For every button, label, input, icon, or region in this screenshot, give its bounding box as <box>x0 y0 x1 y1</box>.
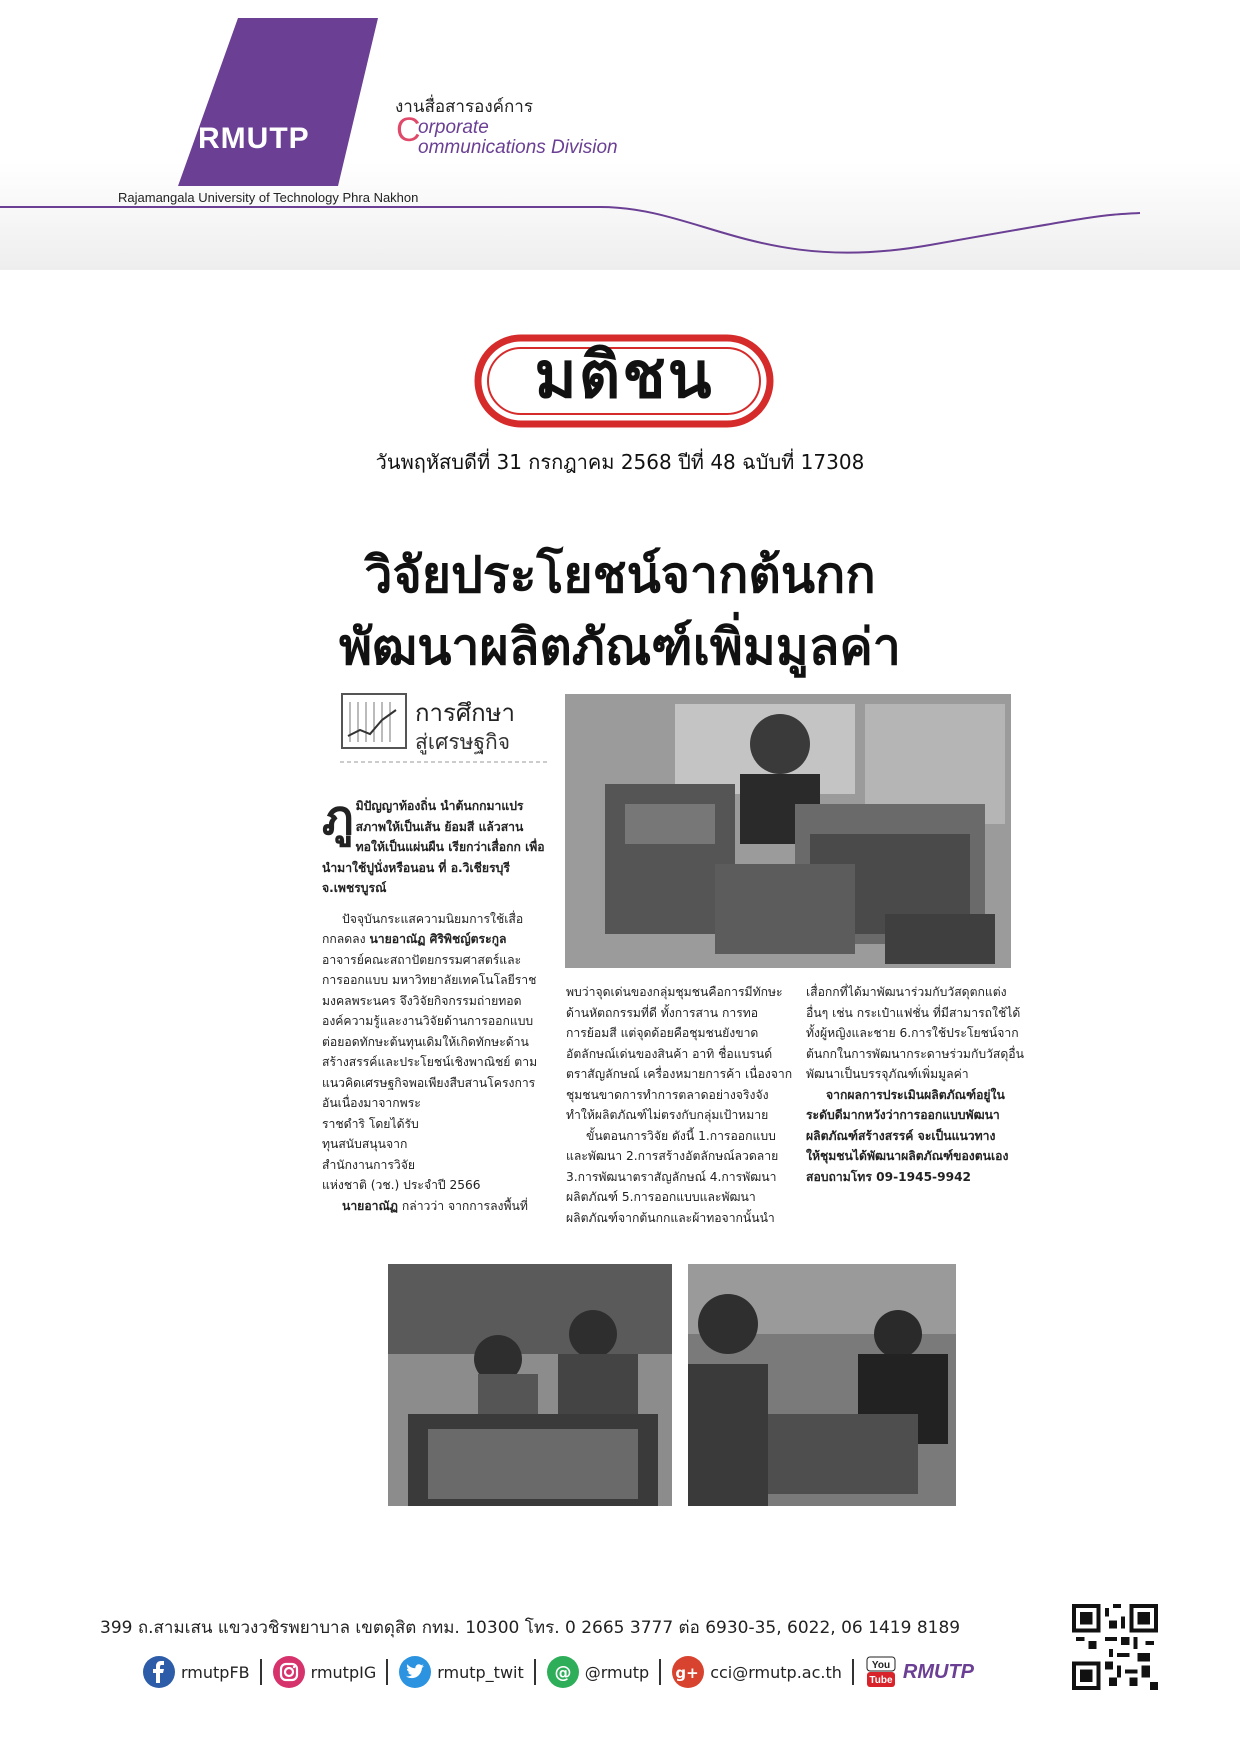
rmutp-logo-text: RMUTP <box>198 122 310 155</box>
headline-line-1: วิจัยประโยชน์จากต้นกก <box>364 546 876 604</box>
body-text: กกลดลง <box>322 932 366 946</box>
body-line: เสื่อกกที่ได้มาพัฒนาร่วมกับวัสดุตกแต่ง <box>806 985 1007 999</box>
body-line: ผลิตภัณฑ์ 5.การออกแบบและพัฒนา <box>566 1190 756 1204</box>
instagram-icon <box>272 1655 306 1689</box>
qr-code-icon <box>1072 1604 1158 1690</box>
body-line: ให้ชุมชนได้พัฒนาผลิตภัณฑ์ของตนเอง <box>806 1149 1009 1163</box>
body-line: ทำให้ผลิตภัณฑ์ไม่ตรงกับกลุ่มเป้าหมาย <box>566 1108 769 1122</box>
youtube-label: RMUTP <box>902 1660 974 1683</box>
social-link-facebook[interactable] <box>142 1655 250 1689</box>
social-link-line[interactable] <box>546 1655 649 1689</box>
column-subtitle: สู่เศรษฐกิจ <box>415 730 511 754</box>
body-line: และพัฒนา 2.การสร้างอัตลักษณ์ลวดลาย <box>566 1149 779 1163</box>
social-link-youtube[interactable] <box>864 1655 974 1689</box>
photo-students-weaving <box>688 1264 956 1506</box>
body-line: มงคลพระนคร จึงวิจัยกิจกรรมถ่ายทอด <box>322 993 522 1008</box>
body-line: ต้นกกในการพัฒนากระดาษร่วมกับวัสดุอื่น <box>806 1046 1024 1061</box>
social-link-googleplus[interactable] <box>671 1655 842 1689</box>
body-line: ผลิตภัณฑ์สร้างสรรค์ จะเป็นแนวทาง <box>806 1128 996 1143</box>
line-icon <box>546 1655 580 1689</box>
social-label: rmutp_twit <box>437 1662 524 1682</box>
body-line: 3.การพัฒนาตราสัญลักษณ์ 4.การพัฒนา <box>566 1169 777 1184</box>
issue-date-line: วันพฤหัสบดีที่ 31 กรกฎาคม 2568 ปีที่ 48 ฉบับที่ 17308 <box>375 450 865 474</box>
body-line: ปัจจุบันกระแสความนิยมการใช้เสื่อ <box>342 911 524 926</box>
researcher-name: นายอาณัฏ ศิริพิชญ์ตระกูล <box>369 932 507 946</box>
university-name: Rajamangala University of Technology Phra Nakhon <box>118 190 419 205</box>
social-label: cci@rmutp.ac.th <box>710 1662 842 1682</box>
contact-phone: สอบถามโทร 09-1945-9942 <box>806 1169 972 1184</box>
body-line: แนวคิดเศรษฐกิจพอเพียงสืบสานโครงการ <box>322 1075 536 1090</box>
rmutp-logo-block <box>178 18 378 186</box>
body-line: องค์ความรู้และงานวิจัยด้านการออกแบบ <box>322 1014 534 1028</box>
article-column-2 <box>566 982 793 1228</box>
body-line: จากผลการประเมินผลิตภัณฑ์อยู่ใน <box>826 1087 1005 1102</box>
body-line: ทุนสนับสนุนจาก <box>322 1137 408 1151</box>
lead-line: ทอให้เป็นแผ่นผืน เรียกว่าเสื่อกก เพื่อ <box>355 840 545 854</box>
body-line: การย้อมสี แต่จุดด้อยคือชุมชนยังขาด <box>566 1026 759 1040</box>
lead-line: จ.เพชรบูรณ์ <box>322 881 387 895</box>
dropcap: ภู <box>322 790 354 846</box>
body-line: ตราสัญลักษณ์ เครื่องหมายการค้า เนื่องจาก <box>566 1067 793 1081</box>
letterhead-curve <box>0 185 1240 275</box>
body-line: สำนักงานการวิจัย <box>322 1157 416 1172</box>
social-label: rmutpIG <box>310 1662 377 1682</box>
body-line: ขั้นตอนการวิจัย ดังนี้ 1.การออกแบบ <box>586 1128 776 1143</box>
separator <box>534 1659 536 1685</box>
photo-researcher-with-bags <box>565 694 1011 968</box>
headline-line-2: พัฒนาผลิตภัณฑ์เพิ่มมูลค่า <box>339 618 901 676</box>
body-line: การออกแบบ มหาวิทยาลัยเทคโนโลยีราช <box>322 973 537 987</box>
division-initial: C <box>396 111 421 149</box>
body-line: ต่อยอดทักษะต้นทุนเดิมให้เกิดทักษะด้าน <box>322 1034 529 1049</box>
division-en-line-1: orporate <box>418 117 489 138</box>
body-line: แห่งชาติ (วช.) ประจำปี 2566 <box>322 1178 481 1192</box>
social-link-twitter[interactable] <box>398 1655 524 1689</box>
body-line: สร้างสรรค์และประโยชน์เชิงพาณิชย์ ตาม <box>322 1055 538 1069</box>
body-text: กล่าวว่า จากการลงพื้นที่ <box>401 1198 528 1213</box>
division-en-line-2: ommunications Division <box>418 137 618 158</box>
body-line <box>322 1196 548 1217</box>
body-line: อันเนื่องมาจากพระ <box>322 1096 421 1110</box>
twitter-icon <box>398 1655 432 1689</box>
facebook-icon <box>142 1655 176 1689</box>
body-line: ด้านหัตถกรรมที่ดี ทั้งการสาน การทอ <box>566 1005 759 1020</box>
researcher-name: นายอาณัฏ <box>342 1198 398 1213</box>
column-title: การศึกษา <box>415 699 515 727</box>
newspaper-name: มติชน <box>534 338 714 413</box>
body-line: พัฒนาเป็นบรรจุภัณฑ์เพิ่มมูลค่า <box>806 1067 969 1081</box>
body-line: อื่นๆ เช่น กระเป๋าแฟชั่น ที่มีสามารถใช้ได้ <box>806 1005 1021 1020</box>
body-line: ผลิตภัณฑ์จากต้นกกและผ้าทอจากนั้นนำ <box>566 1210 775 1225</box>
separator <box>659 1659 661 1685</box>
youtube-icon <box>864 1655 898 1689</box>
separator <box>260 1659 262 1685</box>
body-line: ระดับดีมากหวังว่าการออกแบบพัฒนา <box>806 1108 1000 1122</box>
social-label: @rmutp <box>584 1662 650 1682</box>
youtube-mark-tube: Tube <box>869 1675 893 1686</box>
photo-weavers-with-mat <box>388 1264 672 1506</box>
googleplus-icon <box>671 1655 705 1689</box>
body-line: ทั้งผู้หญิงและชาย 6.การใช้ประโยชน์จาก <box>806 1026 1019 1040</box>
article-column-1 <box>322 790 548 1216</box>
division-english-name <box>396 111 618 158</box>
separator <box>852 1659 854 1685</box>
lead-line: สภาพให้เป็นเส้น ย้อมสี แล้วสาน <box>355 819 524 834</box>
division-thai-name: งานสื่อสารองค์การ <box>395 97 533 117</box>
svg-text:g+: g+ <box>675 1664 699 1682</box>
social-link-instagram[interactable] <box>272 1655 377 1689</box>
lead-line: นำมาใช้ปูนั่งหรือนอน ที่ อ.วิเชียรบุรี <box>322 860 510 875</box>
body-line: อาจารย์คณะสถาปัตยกรรมศาสตร์และ <box>322 952 522 967</box>
body-line: อัตลักษณ์เด่นของสินค้า อาทิ ชื่อแบรนด์ <box>566 1046 773 1061</box>
body-line: ราชดำริ โดยได้รับ <box>322 1116 419 1131</box>
body-line <box>322 929 548 950</box>
article-column-3 <box>806 982 1032 1187</box>
social-links-row <box>142 1652 974 1692</box>
footer-address: 399 ถ.สามเสน แขวงวชิรพยาบาล เขตดุสิต กทม. 10300 โทร. 0 2665 3777 ต่อ 6930-35, 6022, 06 1419 8189 <box>100 1618 961 1638</box>
body-line: พบว่าจุดเด่นของกลุ่มชุมชนคือการมีทักษะ <box>566 985 783 999</box>
youtube-mark-you: You <box>871 1660 890 1671</box>
svg-text:@: @ <box>554 1663 572 1683</box>
separator <box>386 1659 388 1685</box>
body-line: ชุมชนขาดการทำการตลาดอย่างจริงจัง <box>566 1087 769 1102</box>
social-label: rmutpFB <box>181 1662 250 1682</box>
lead-line: มิปัญญาท้องถิ่น นำต้นกกมาแปร <box>355 799 524 813</box>
